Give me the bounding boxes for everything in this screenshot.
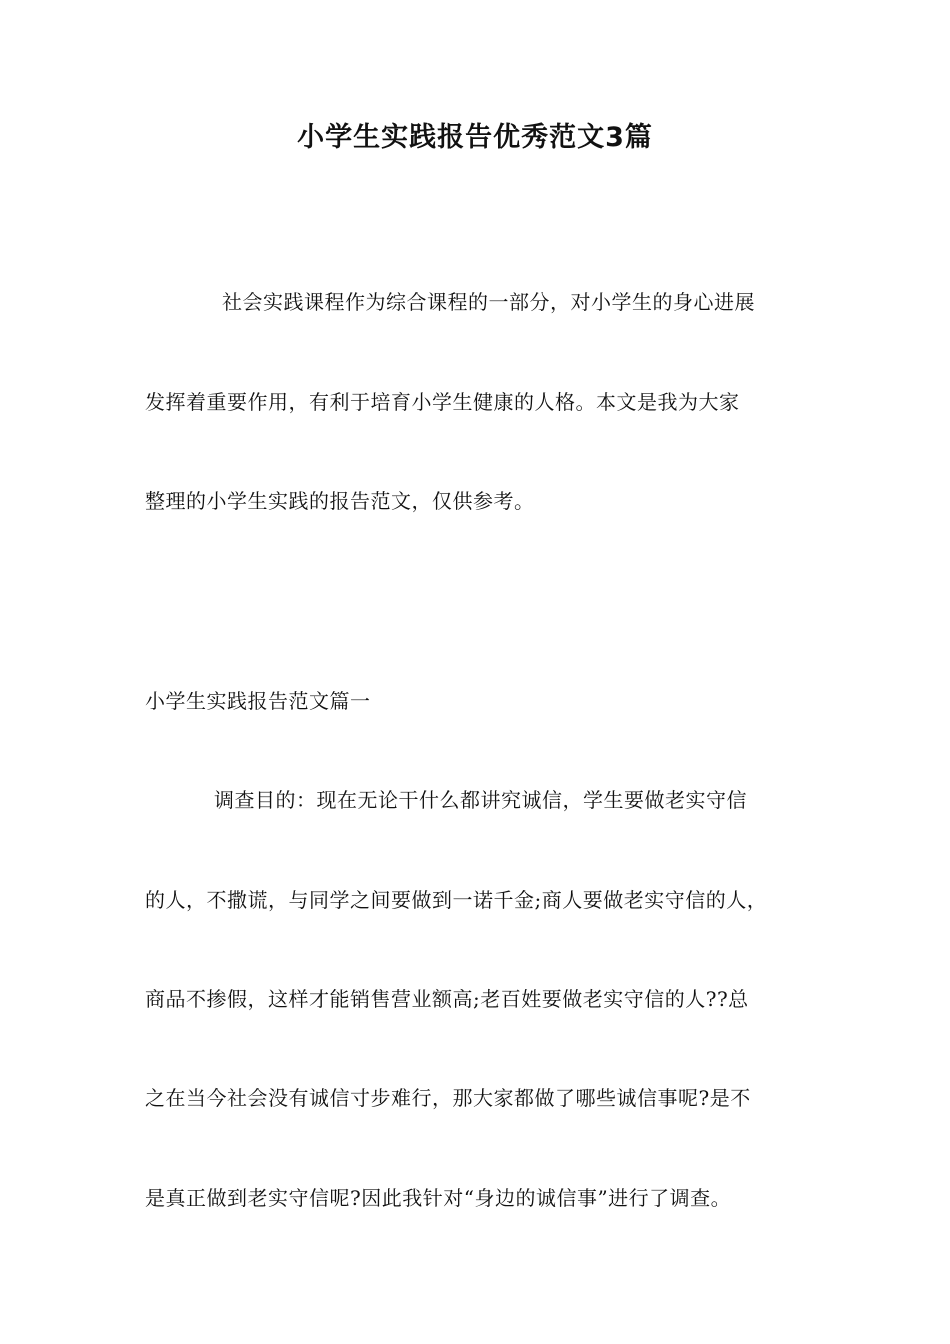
body-line: 商品不掺假，这样才能销售营业额高;老百姓要做老实守信的人??总: [145, 987, 749, 1011]
intro-line: 整理的小学生实践的报告范文，仅供参考。: [145, 489, 535, 513]
section-heading: 小学生实践报告范文篇一: [145, 689, 371, 713]
body-line: 之在当今社会没有诚信寸步难行，那大家都做了哪些诚信事呢?是不: [145, 1086, 751, 1110]
intro-line: 发挥着重要作用，有利于培育小学生健康的人格。本文是我为大家: [145, 390, 740, 414]
body-line: 是真正做到老实守信呢?因此我针对“身边的诚信事”进行了调查。: [145, 1186, 732, 1210]
intro-line: 社会实践课程作为综合课程的一部分，对小学生的身心进展: [222, 290, 755, 314]
body-line: 的人，不撒谎，与同学之间要做到一诺千金;商人要做老实守信的人，: [145, 888, 768, 912]
document-title: 小学生实践报告优秀范文3篇: [297, 122, 653, 153]
body-line: 调查目的：现在无论干什么都讲究诚信，学生要做老实守信: [214, 788, 747, 812]
